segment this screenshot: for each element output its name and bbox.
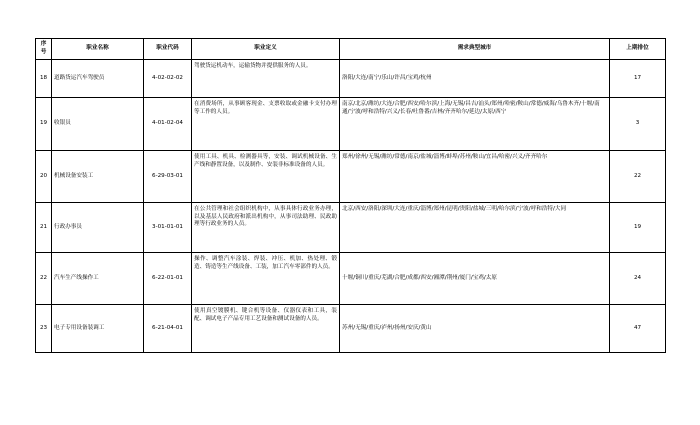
row-typical-cities: 郑州/徐州/无锡/潍坊/常德/南京/盐城/淄博/蚌埠/苏州/鞍山/宜昌/哈密/兴义/齐齐哈尔: [340, 151, 610, 203]
row-occupation-code: 4-01-02-04: [144, 98, 192, 151]
row-occupation-code: 6-22-01-01: [144, 253, 192, 305]
row-seq: 20: [36, 151, 52, 203]
row-seq: 19: [36, 98, 52, 151]
row-occupation-name: 道路货运汽车驾驶员: [52, 60, 144, 98]
row-previous-rank: 24: [610, 253, 666, 305]
table-row: [36, 151, 666, 203]
header-occupation-name: 职业名称: [52, 39, 144, 60]
row-previous-rank: 17: [610, 60, 666, 98]
row-occupation-definition: 使用真空镀膜机、键合机等设备、仪器仪表和工具，装配、调试电子产品专用工艺设备和测试设备的人员。: [192, 305, 340, 353]
row-typical-cities: 北京/西安/洛阳/深圳/大连/重庆/淄博/郑州/昆明/贵阳/盐城/三明/哈尔滨/宁波/呼和浩特/大同: [340, 203, 610, 253]
header-occupation-definition: 职业定义: [192, 39, 340, 60]
row-occupation-name: 电子专用设备装调工: [52, 305, 144, 353]
row-typical-cities: 十堰/铜川/重庆/芜湖/合肥/成都/西安/湘潭/荆州/厦门/宝鸡/太原: [340, 253, 610, 305]
row-typical-cities: 南京/北京/潍坊/大连/合肥/西安/哈尔滨/上海/无锡/昌吉/汕头/郑州/哈密/鞍山/常德/威海/乌鲁木齐/十堰/南通/宁波/呼和浩特/兴义/长春/吐鲁番/吉林/齐齐哈尔/延边/太原/西宁: [340, 98, 610, 151]
table-row: [36, 253, 666, 305]
table-header-row: [36, 39, 666, 60]
row-previous-rank: 47: [610, 305, 666, 353]
row-occupation-name: 汽车生产线操作工: [52, 253, 144, 305]
header-occupation-code: 职业代码: [144, 39, 192, 60]
row-occupation-definition: 使用工具、机具、检测器具等，安装、调试机械设备、生产线和静置设备，以及制作、安装非标准设备的人员。: [192, 151, 340, 203]
row-previous-rank: 3: [610, 98, 666, 151]
row-occupation-definition: 在消费场所，从事顾客现金、支票收取或金融卡支付办理等工作的人员。: [192, 98, 340, 151]
row-occupation-name: 收银员: [52, 98, 144, 151]
header-typical-cities: 需求典型城市: [340, 39, 610, 60]
row-previous-rank: 22: [610, 151, 666, 203]
row-typical-cities: 洛阳/大连/南宁/乐山/许昌/宝鸡/杭州: [340, 60, 610, 98]
header-previous-rank: 上期排位: [610, 39, 666, 60]
row-occupation-code: 4-02-02-02: [144, 60, 192, 98]
row-seq: 23: [36, 305, 52, 353]
row-seq: 21: [36, 203, 52, 253]
row-occupation-name: 机械设备安装工: [52, 151, 144, 203]
table-row: [36, 203, 666, 253]
table-row: [36, 60, 666, 98]
table-row: [36, 98, 666, 151]
row-occupation-code: 3-01-01-01: [144, 203, 192, 253]
row-occupation-name: 行政办事员: [52, 203, 144, 253]
occupation-demand-table: [35, 38, 666, 353]
row-occupation-definition: 操作、调整汽车涂装、焊装、冲压、机加、热处理、锻造、铸造等生产线设备、工装，加工汽车零部件的人员。: [192, 253, 340, 305]
row-previous-rank: 19: [610, 203, 666, 253]
header-seq: 序号: [36, 39, 52, 60]
row-seq: 18: [36, 60, 52, 98]
table-row: [36, 305, 666, 353]
row-occupation-code: 6-21-04-01: [144, 305, 192, 353]
row-occupation-definition: 在公共管理和社会组织机构中，从事具体行政业务办理，以及基层人民政府和派出机构中，从事司法助理、民政助理等行政业务的人员。: [192, 203, 340, 253]
row-seq: 22: [36, 253, 52, 305]
row-typical-cities: 苏州/无锡/重庆/泸州/扬州/安庆/黄山: [340, 305, 610, 353]
row-occupation-code: 6-29-03-01: [144, 151, 192, 203]
row-occupation-definition: 驾驶货运机动车，运输货物并提供服务的人员。: [192, 60, 340, 98]
